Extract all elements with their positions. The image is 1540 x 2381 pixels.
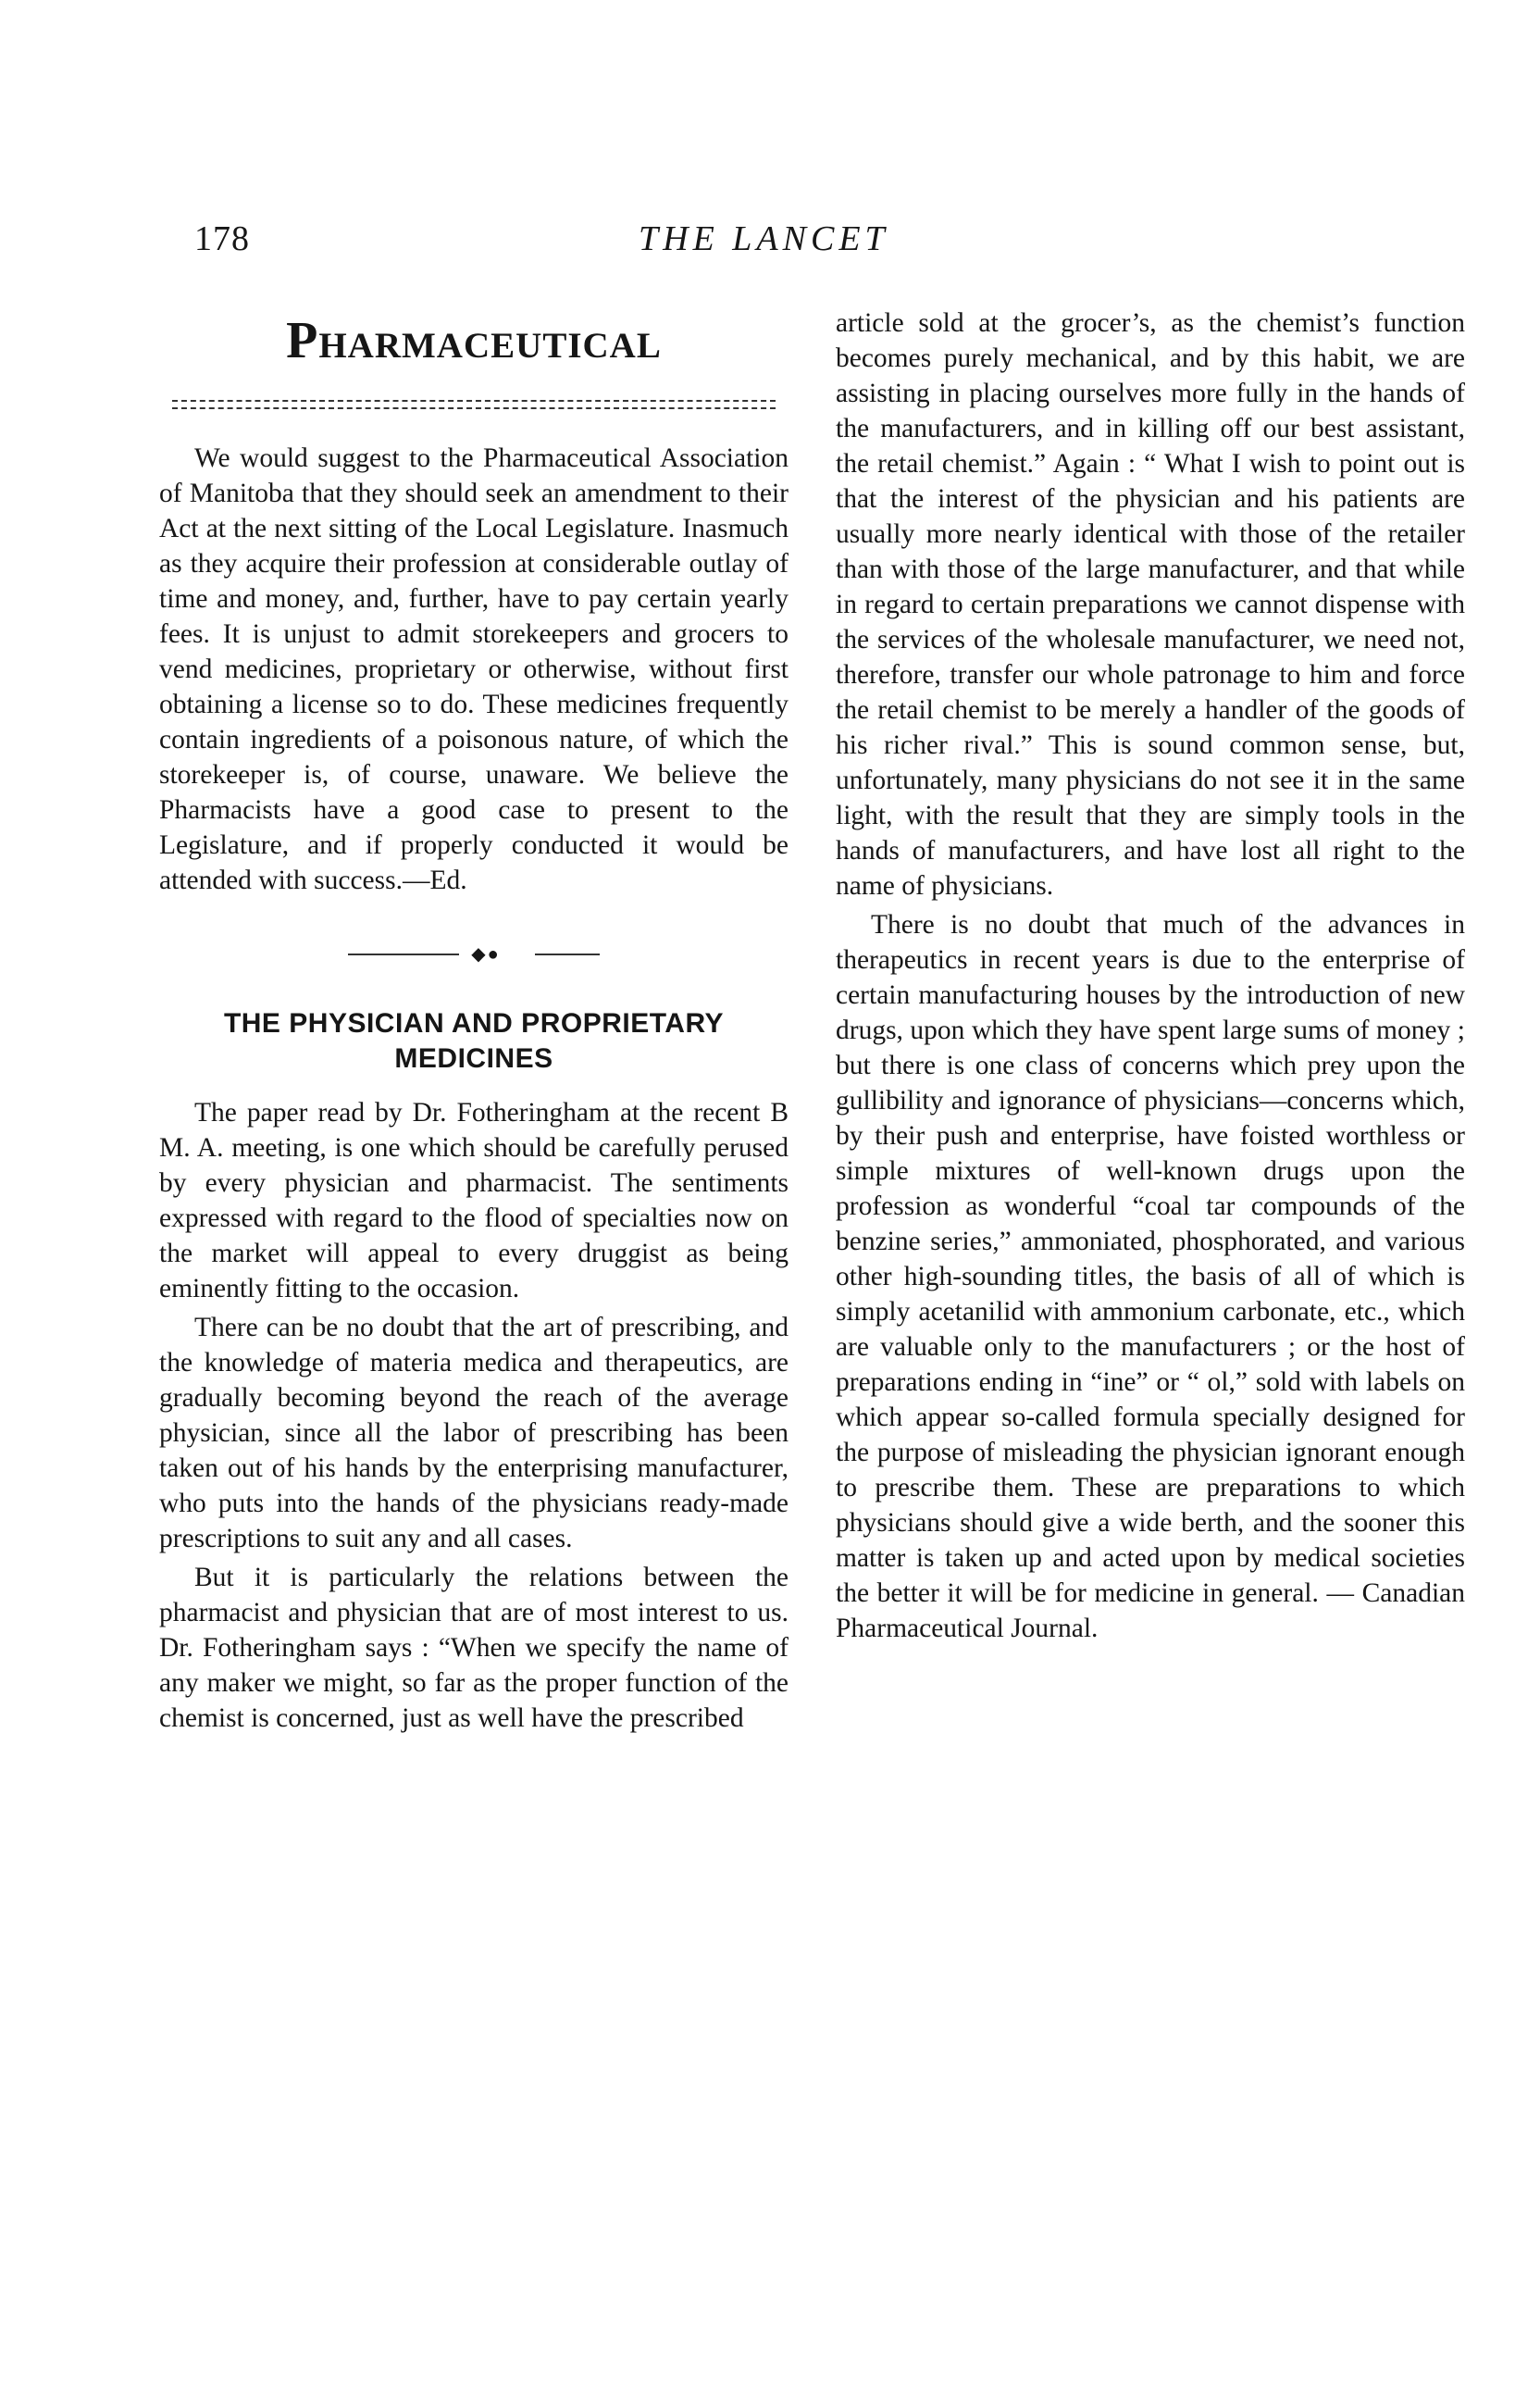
ornament-center-icon: ◆● <box>471 944 501 965</box>
article-title: THE PHYSICIAN AND PROPRIETARY MEDICINES <box>223 1008 725 1074</box>
article-paragraph: There is no doubt that much of the advances in therapeutics in recent years is due to the enterprise of certain manufacturing houses by the introduction of new drugs, upon which they have spent large sums of money ; but there is one class of concerns which prey upon the gullibility and ignorance of physicians—concerns which, by their push and enterprise, have foisted worthless or simple mixtures of well-known drugs upon the profession as wonderful “coal tar compounds of the benzine series,” ammoniated, phosphorated, and various other high-sounding titles, the basis of all of which is simply acetanilid with ammonium carbonate, etc., which are valuable only to the manufacturers ; or the host of preparations ending in “ine” or “ ol,” sold with labels on which appear so-called formula specially designed for the purpose of misleading the physician ignorant enough to prescribe them. These are preparations to which physicians should give a wide berth, and the sooner this matter is taken up and acted upon by medical societies the better it will be for medicine in general. — Canadian Pharmaceutical Journal. <box>836 910 1465 1643</box>
article-paragraph: There can be no doubt that the art of prescribing, and the knowledge of materia medica and therapeutics, are gradually becoming beyond the reach of the average physician, since all the labor of prescribing has been taken out of his hands by the enterprising manufacturer, who puts into the hands of the physicians ready-made prescriptions to suit any and all cases. <box>159 1313 789 1553</box>
left-column <box>159 305 789 1736</box>
running-head: THE LANCET <box>639 219 889 258</box>
double-rule-divider <box>172 400 776 409</box>
section-heading: Pharmaceutical <box>286 312 662 369</box>
ornament-line-right <box>535 954 600 955</box>
section-ornament <box>159 942 789 966</box>
page-number: 178 <box>194 219 250 258</box>
editorial-paragraph: We would suggest to the Pharmaceutical Association of Manitoba that they should seek an amendment to their Act at the next sitting of the Local Legislature. Inasmuch as they acquire their profession at considerable outlay of time and money, and, further, have to pay certain yearly fees. It is unjust to admit storekeepers and grocers to vend medicines, proprietary or otherwise, without first obtaining a license so to do. These medicines frequently contain ingredients of a poisonous nature, of which the storekeeper is, of course, unaware. We believe the Pharmacists have a good case to present to the Legislature, and if properly conducted it would be attended with success.—Ed. <box>159 443 789 895</box>
ornament-line-left <box>348 954 459 955</box>
right-column <box>836 305 1465 1646</box>
article-paragraph-continued: article sold at the grocer’s, as the chemist’s function becomes purely mechanical, and by this habit, we are assisting in placing ourselves more fully in the hands of the manufacturers, and in killing off our best assistant, the retail chemist.” Again : “ What I wish to point out is that the interest of the physician and his patients are usually more nearly identical with those of the retailer than with those of the large manufacturer, and that while in regard to certain preparations we cannot dispense with the services of the wholesale manufacturer, we need not, therefore, transfer our whole patronage to him and force the retail chemist to be merely a handler of the goods of his richer rival.” This is sound common sense, but, unfortunately, many physicians do not see it in the same light, with the result that they are simply tools in the hands of manufacturers, and have lost all right to the name of physicians. <box>836 308 1465 901</box>
article-paragraph: The paper read by Dr. Fotheringham at the recent B M. A. meeting, is one which should be carefully perused by every physician and pharmacist. The sentiments expressed with regard to the flood of specialties now on the market will appeal to every druggist as being eminently fitting to the occasion. <box>159 1098 789 1303</box>
article-paragraph: But it is particularly the relations between the pharmacist and physician that are of most interest to us. Dr. Fotheringham says : “When we specify the name of any maker we might, so far as the proper function of the chemist is concerned, just as well have the prescribed <box>159 1563 789 1733</box>
